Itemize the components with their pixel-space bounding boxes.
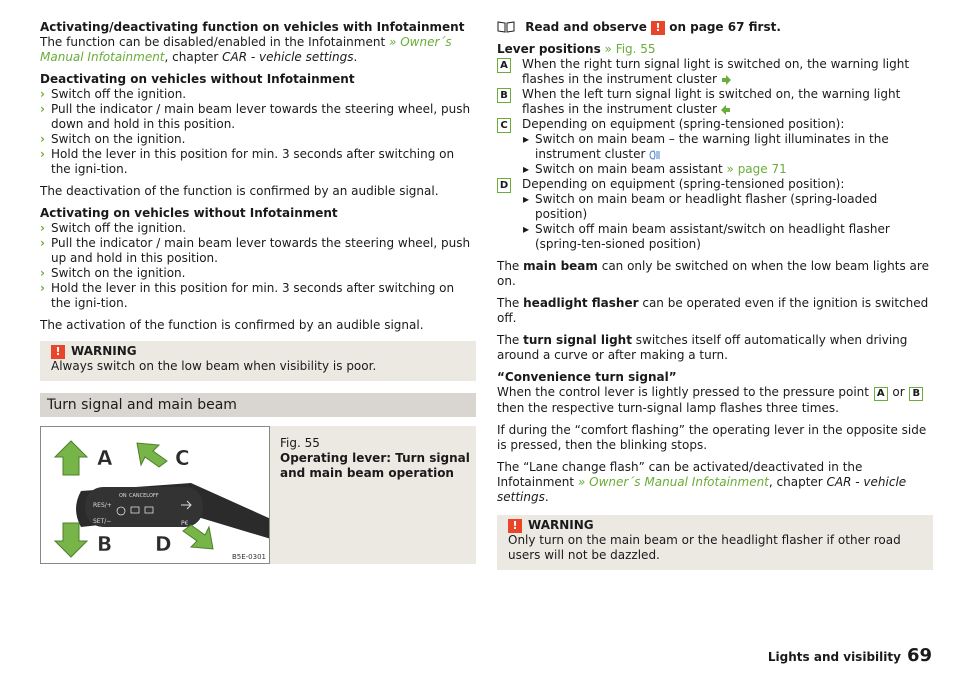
right-column <box>497 20 933 570</box>
convenience-heading: “Convenience turn signal” <box>497 370 677 384</box>
svg-text:A: A <box>97 446 113 470</box>
arrow-b <box>55 523 87 557</box>
lever-position-d: D Depending on equipment (spring-tensioned position): ▸ Switch on main beam or headlight flasher (spring-loaded position) ▸ Switch off main beam assistant/switch on headlight flasher (spring-ten-sioned position) <box>497 177 933 252</box>
main-beam-paragraph: The main beam can only be switched on when the low beam lights are on. <box>497 259 929 288</box>
warning-icon: ! <box>651 21 665 35</box>
svg-text:RES/+: RES/+ <box>93 502 112 509</box>
figure-code: B5E-0301 <box>231 553 266 561</box>
svg-text:B: B <box>97 532 113 556</box>
owners-manual-link[interactable]: » Owner´s Manual Infotainment <box>40 35 452 64</box>
figure <box>40 426 476 564</box>
heading-deactivating: Deactivating on vehicles without Infotainment <box>40 72 355 86</box>
page-number: 69 <box>906 645 932 666</box>
arrow-a <box>55 441 87 475</box>
step-item: › Hold the lever in this position for min. 3 seconds after switching on the igni-tion. <box>40 281 455 310</box>
turn-right-icon <box>721 75 731 85</box>
arrow-d <box>183 525 213 549</box>
paragraph-infotainment: The function can be disabled/enabled in the Infotainment » Owner´s Manual Infotainment, chapter CAR - vehicle settings. <box>40 35 452 64</box>
warning-text: Always switch on the low beam when visibility is poor. <box>51 359 377 373</box>
page-footer <box>767 645 932 666</box>
svg-text:SET/−: SET/− <box>93 518 112 525</box>
turn-left-icon <box>721 105 731 115</box>
step-item: › Switch off the ignition. <box>40 87 187 101</box>
warning-box-left <box>40 341 476 381</box>
figure-label: Fig. 55 <box>280 436 320 450</box>
lever-position-a: A When the right turn signal light is switched on, the warning light flashes in the instrument cluster <box>497 57 933 87</box>
turn-signal-paragraph: The turn signal light switches itself off automatically when driving around a curve or after making a turn. <box>497 333 908 362</box>
lever-positions-heading: Lever positions » Fig. 55 <box>497 42 656 56</box>
page-71-link[interactable]: » page 71 <box>726 162 787 176</box>
svg-text:OFF: OFF <box>149 493 159 499</box>
comfort-flashing-paragraph: If during the “comfort flashing” the operating lever in the opposite side is pressed, then the blinking stops. <box>497 423 927 452</box>
step-item: › Pull the indicator / main beam lever towards the steering wheel, push up and hold in this position. <box>40 236 471 265</box>
deactivation-confirm: The deactivation of the function is confirmed by an audible signal. <box>40 184 439 198</box>
warning-box-right <box>497 515 933 570</box>
svg-text:C: C <box>175 446 190 470</box>
step-item: › Pull the indicator / main beam lever towards the steering wheel, push down and hold in this position. <box>40 102 471 131</box>
convenience-paragraph: When the control lever is lightly pressed to the pressure point A or B then the respective turn-signal lamp flashes three times. <box>497 385 933 416</box>
warning-title: WARNING <box>71 344 137 358</box>
svg-text:P€: P€ <box>181 520 189 527</box>
lever-illustration <box>40 426 270 564</box>
step-item: › Switch on the ignition. <box>40 132 186 146</box>
owners-manual-link-2[interactable]: » Owner´s Manual Infotainment <box>577 475 769 489</box>
heading-activating-infotainment: Activating/deactivating function on vehicles with Infotainment <box>40 20 465 34</box>
left-column <box>40 20 476 564</box>
lane-change-paragraph: The “Lane change flash” can be activated/deactivated in the Infotainment » Owner´s Manual Infotainment, chapter CAR - vehicle settings. <box>497 460 907 504</box>
figure-caption-text: Operating lever: Turn signal and main beam operation <box>280 451 470 480</box>
warning-icon: ! <box>508 519 522 533</box>
lever-diagram <box>41 427 270 564</box>
step-item: › Switch off the ignition. <box>40 221 187 235</box>
lever-position-c: C Depending on equipment (spring-tensioned position): ▸ Switch on main beam – the warning light illuminates in the instrument cluster ▸ Switch on main beam assistant » page 71 <box>497 117 933 177</box>
footer-section: Lights and visibility <box>767 650 901 664</box>
read-observe-note: Read and observe ! on page 67 first. <box>497 20 933 35</box>
section-title: Turn signal and main beam <box>40 393 476 417</box>
figure-caption <box>280 436 470 481</box>
svg-text:ON: ON <box>119 493 127 499</box>
step-item: › Switch on the ignition. <box>40 266 186 280</box>
step-item: › Hold the lever in this position for min. 3 seconds after switching on the igni-tion. <box>40 147 455 176</box>
fig-55-link[interactable]: » Fig. 55 <box>600 42 656 56</box>
activation-confirm: The activation of the function is confirmed by an audible signal. <box>40 318 424 332</box>
warning-icon: ! <box>51 345 65 359</box>
warning-text: Only turn on the main beam or the headlight flasher if other road users will not be dazzled. <box>508 533 901 562</box>
heading-activating: Activating on vehicles without Infotainment <box>40 206 338 220</box>
svg-text:D: D <box>155 532 172 556</box>
book-icon <box>497 20 515 33</box>
svg-text:CANCEL: CANCEL <box>129 493 150 499</box>
main-beam-icon <box>649 150 661 160</box>
arrow-c <box>137 443 167 467</box>
lever-position-b: B When the left turn signal light is switched on, the warning light flashes in the instrument cluster <box>497 87 933 117</box>
headlight-flasher-paragraph: The headlight flasher can be operated even if the ignition is switched off. <box>497 296 929 325</box>
warning-title: WARNING <box>528 518 594 532</box>
